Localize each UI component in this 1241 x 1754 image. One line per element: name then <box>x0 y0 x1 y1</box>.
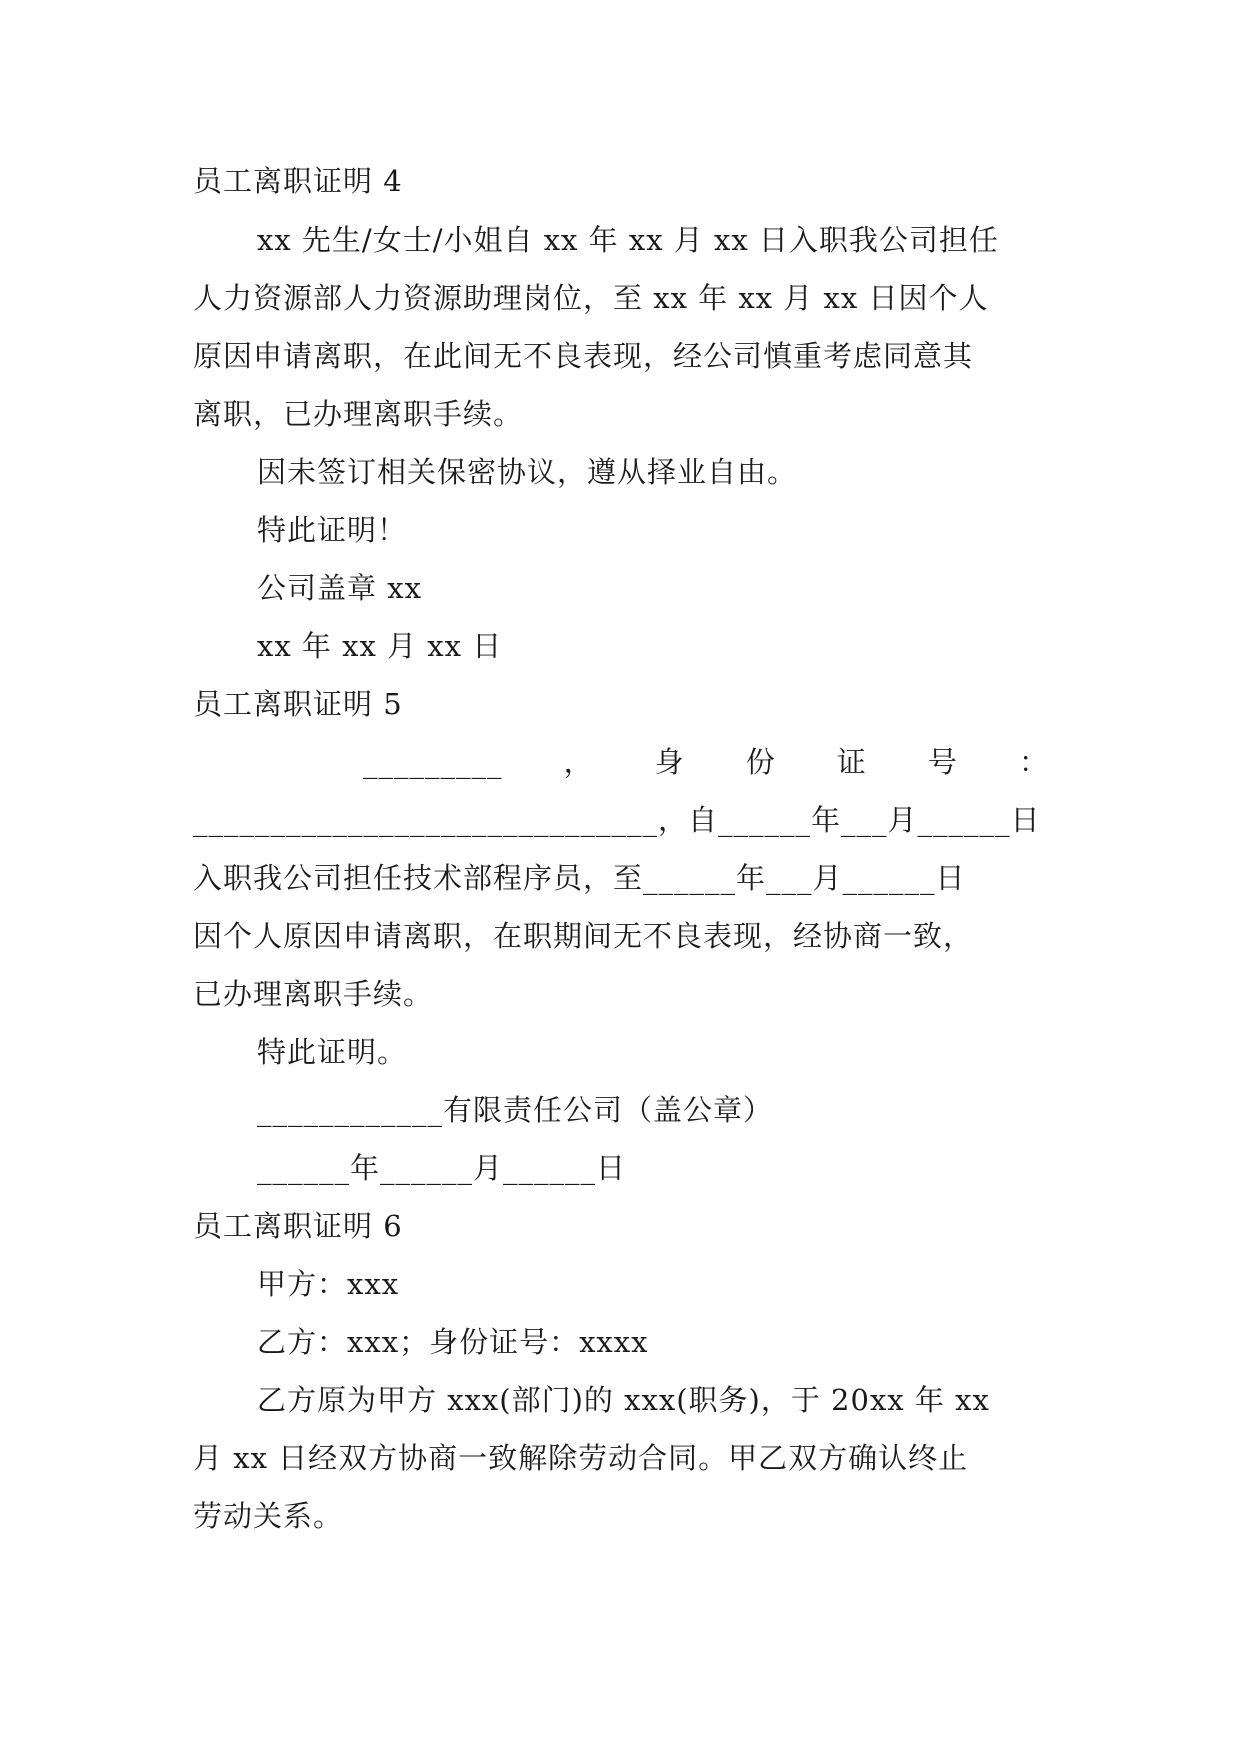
section-5-paragraph-line: ______________________________，自______年___月______日 <box>193 803 1041 837</box>
section-5-company-seal: ____________有限责任公司（盖公章） <box>257 1093 774 1127</box>
section-4-certification: 特此证明！ <box>257 513 408 547</box>
id-label-char: 身 <box>654 745 685 779</box>
section-5-paragraph-line: 因个人原因申请离职，在职期间无不良表现，经协商一致， <box>193 919 974 953</box>
section-5-paragraph-line: 入职我公司担任技术部程序员，至______年___月______日 <box>193 861 966 895</box>
section-4-title: 员工离职证明 4 <box>193 164 403 198</box>
section-5-date: ______年______月______日 <box>257 1151 627 1185</box>
id-label-char: 份 <box>745 745 776 779</box>
section-6-title: 员工离职证明 6 <box>193 1209 403 1243</box>
section-5-certification: 特此证明。 <box>257 1035 408 1069</box>
section-6-party-b: 乙方：xxx；身份证号：xxxx <box>257 1325 649 1359</box>
section-5-paragraph-line: 已办理离职手续。 <box>193 977 434 1011</box>
section-4-paragraph-line: 离职，已办理离职手续。 <box>193 397 524 431</box>
section-4-confidentiality-note: 因未签订相关保密协议，遵从择业自由。 <box>257 455 798 489</box>
id-label-char: 证 <box>836 745 867 779</box>
section-4-paragraph-line: xx 先生/女士/小姐自 xx 年 xx 月 xx 日入职我公司担任 <box>257 223 999 257</box>
section-5-title: 员工离职证明 5 <box>193 687 403 721</box>
section-4-date: xx 年 xx 月 xx 日 <box>257 629 503 663</box>
section-6-paragraph-line: 乙方原为甲方 xxx(部门)的 xxx(职务)，于 20xx 年 xx <box>257 1383 990 1417</box>
section-5-id-line <box>193 742 1049 782</box>
section-6-paragraph-line: 月 xx 日经双方协商一致解除劳动合同。甲乙双方确认终止 <box>193 1441 969 1475</box>
name-blank: _________ <box>363 745 503 779</box>
section-4-paragraph-line: 原因申请离职，在此间无不良表现，经公司慎重考虑同意其 <box>193 339 974 373</box>
colon: ： <box>1018 745 1049 779</box>
section-6-party-a: 甲方：xxx <box>257 1267 400 1301</box>
section-4-paragraph-line: 人力资源部人力资源助理岗位，至 xx 年 xx 月 xx 日因个人 <box>193 281 989 315</box>
comma: ， <box>563 745 594 779</box>
id-label-char: 号 <box>927 745 958 779</box>
section-6-paragraph-line: 劳动关系。 <box>193 1499 344 1533</box>
section-4-company-seal: 公司盖章 xx <box>257 571 422 605</box>
